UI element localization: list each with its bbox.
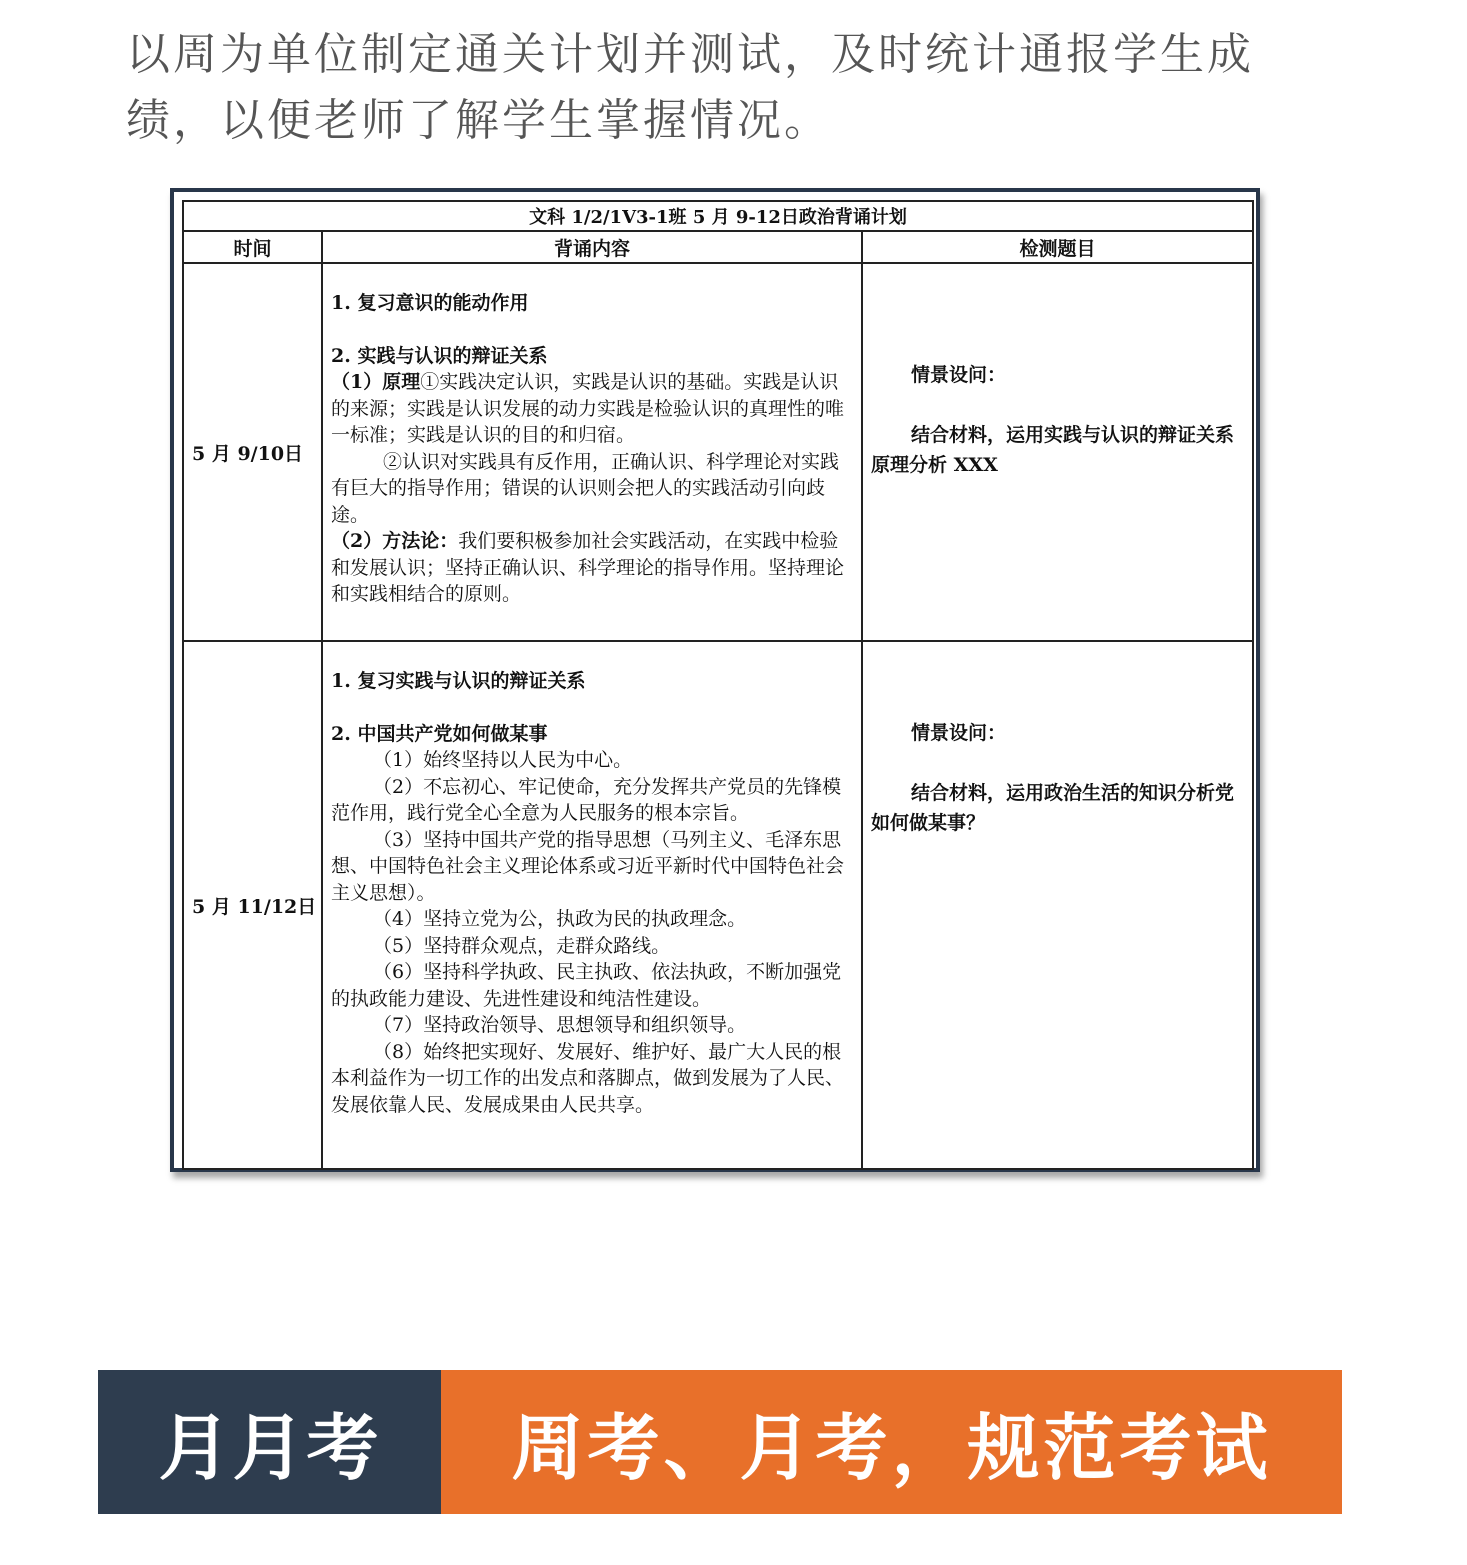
- check-question: 结合材料，运用实践与认识的辩证关系原理分析 XXX: [871, 424, 1235, 476]
- row-content: [322, 641, 862, 1169]
- table-title: 文科 1/2/1V3-1班 5 月 9-12日政治背诵计划: [183, 201, 1253, 231]
- table-row: [183, 263, 1253, 641]
- table-row: [183, 641, 1253, 1169]
- row-date: 5 月 11/12日: [183, 641, 322, 1169]
- row-content: [322, 263, 862, 641]
- plan-table-frame: [170, 188, 1260, 1172]
- banner-right-label: 周考、月考，规范考试: [441, 1370, 1342, 1514]
- check-label: 情景设问：: [911, 722, 1007, 744]
- content-point: （3）坚持中国共产党的指导思想（马列主义、毛泽东思想、中国特色社会主义理论体系或习近平新时代中国特色社会主义思想）。: [331, 828, 845, 904]
- intro-line-1: 以周为单位制定通关计划并测试，及时统计通报学生成: [126, 29, 1254, 80]
- content-point: （7）坚持政治领导、思想领导和组织领导。: [373, 1014, 747, 1036]
- content-item: 2. 实践与认识的辩证关系: [331, 344, 548, 367]
- row-check: [862, 641, 1253, 1169]
- paragraph-text: 我们要积极参加社会实践活动，在实践中检验和发展认识；坚持正确认识、科学理论的指导作用。坚持理论和实践相结合的原则。: [331, 530, 845, 605]
- content-point: （2）不忘初心、牢记使命，充分发挥共产党员的先锋模范作用，践行党全心全意为人民服务的根本宗旨。: [331, 775, 842, 824]
- content-paragraph: [331, 528, 853, 608]
- intro-paragraph: [126, 22, 1326, 154]
- recitation-plan-table: [182, 200, 1254, 1170]
- check-label: 情景设问：: [911, 364, 1007, 386]
- header-time: 时间: [183, 231, 322, 263]
- content-item: 2. 中国共产党如何做某事: [331, 722, 548, 745]
- paragraph-label: （2）方法论：: [331, 530, 459, 552]
- banner-left-label: 月月考: [98, 1370, 441, 1514]
- check-question: 结合材料，运用政治生活的知识分析党如何做某事？: [871, 782, 1235, 834]
- content-point: （8）始终把实现好、发展好、维护好、最广大人民的根本利益作为一切工作的出发点和落脚点，做到发展为了人民、发展依靠人民、发展成果由人民共享。: [331, 1040, 845, 1116]
- content-point: （4）坚持立党为公，执政为民的执政理念。: [373, 908, 747, 930]
- row-date: 5 月 9/10日: [183, 263, 322, 641]
- footer-banner: [98, 1370, 1342, 1514]
- header-content: 背诵内容: [322, 231, 862, 263]
- content-paragraph: [331, 369, 853, 449]
- content-item: 1. 复习意识的能动作用: [331, 292, 529, 314]
- paragraph-text: ①实践决定认识，实践是认识的基础。实践是认识的来源；实践是认识发展的动力实践是检验认识的真理性的唯一标准；实践是认识的目的和归宿。: [331, 371, 845, 446]
- content-item: 1. 复习实践与认识的辩证关系: [331, 670, 586, 692]
- content-point: （1）始终坚持以人民为中心。: [373, 749, 633, 771]
- header-check: 检测题目: [862, 231, 1253, 263]
- content-paragraph: ②认识对实践具有反作用，正确认识、科学理论对实践有巨大的指导作用；错误的认识则会把人的实践活动引向歧途。: [331, 450, 840, 526]
- intro-line-2: 绩，以便老师了解学生掌握情况。: [126, 95, 831, 146]
- content-point: （6）坚持科学执政、民主执政、依法执政，不断加强党的执政能力建设、先进性建设和纯洁性建设。: [331, 961, 842, 1010]
- content-point: （5）坚持群众观点，走群众路线。: [373, 934, 671, 957]
- paragraph-label: （1）原理: [331, 371, 421, 393]
- row-check: [862, 263, 1253, 641]
